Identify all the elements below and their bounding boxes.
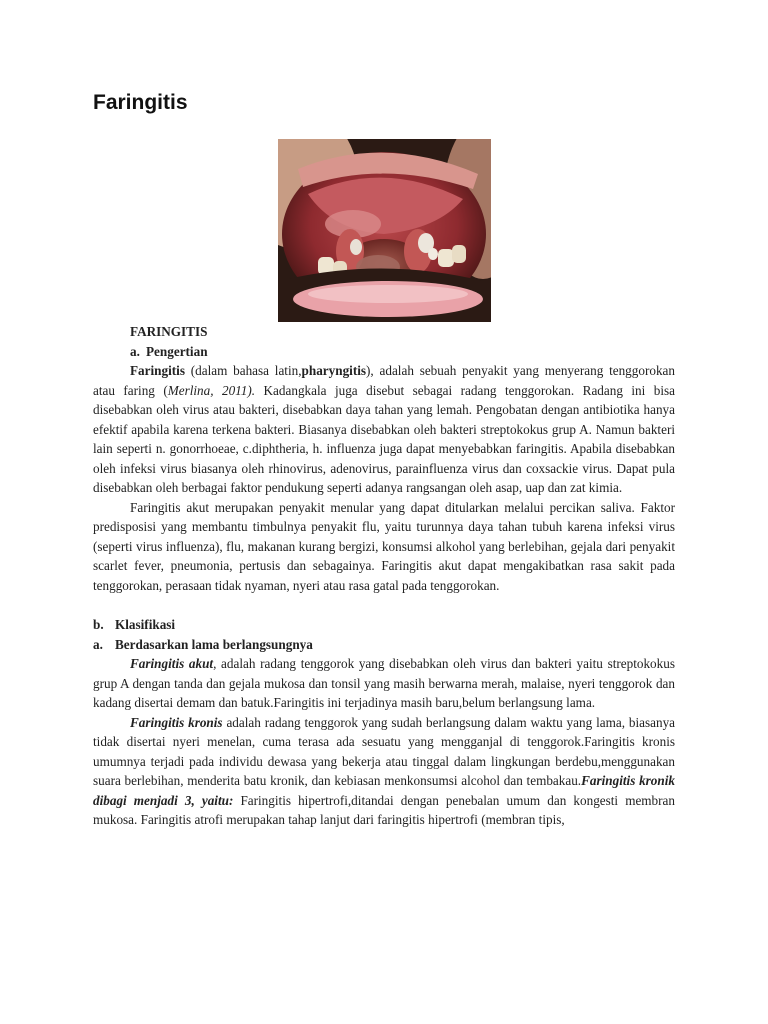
paragraph-faringitis-akut (93, 654, 675, 713)
section-heading: FARINGITIS (130, 324, 208, 339)
section-label: Pengertian (146, 343, 208, 359)
list-marker: a. (93, 636, 103, 652)
section-b-heading (93, 615, 675, 635)
text-run: adalah radang tenggorok yang sudah berlangsung dalam waktu yang lama, biasanya tidak disertai nyeri menelan, cuma terasa ada sesuatu yang mengganjal di tenggorok.Faringitis kronis umumnya terjadi pada individu dewasa yang bekerja atau tinggal dalam lingkungan berdebu,menggunakan suara berlebihan, menderita batu kronik, dan kebiasan menkonsumsi alcohol dan tembakau. (93, 714, 676, 788)
section-a-heading (93, 342, 675, 362)
section-label: Berdasarkan lama berlangsungnya (115, 636, 313, 652)
list-marker: a. (130, 343, 140, 359)
term-pharyngitis: pharyngitis (301, 363, 367, 378)
paragraph-acute: Faringitis akut merupakan penyakit menular yang dapat ditularkan melalui percikan saliva. Faktor predisposisi yang membantu timbulnya penyakit flu, yaitu turunnya daya tahan tubuh karena infeksi virus (seperti virus influenza), flu, makanan kurang bergizi, konsumsi alkohol yang berlebihan, gejala dari penyakit scarlet fever, pneumonia, pertusis dan sebagainya. Faringitis akut dapat mengakibatkan rasa sakit pada tenggorokan, perasaan tidak nyaman, nyeri atau rasa gatal pada tenggorokan. (93, 499, 675, 593)
document-body (93, 322, 675, 830)
term-faringitis: Faringitis (130, 363, 185, 378)
citation: Merlina, 2011). (167, 382, 256, 398)
list-marker: b. (93, 617, 104, 632)
throat-photo-illustration (278, 139, 491, 322)
text-run: Kadangkala juga disebut sebagai radang tenggorokan. Radang ini bisa disebabkan oleh virus atau bakteri, disebabkan daya tahan yang lemah. Pengobatan dengan antibiotika hanya efektif apabila karena terkena bakteri. Biasanya disebabkan oleh bakteri streptokokus grup A. Namun bakteri lain seperti n. gonorrhoeae, c.diphtheria, h. influenza juga dapat menyebabkan faringitis. Apabila disebabkan oleh infeksi virus biasanya oleh rhinovirus, adenovirus, parainfluenza virus dan coxsackie virus. Dapat pula disebabkan oleh berbagai faktor pendukung seperti adanya rangsangan oleh asap, uap dan zat kimia. (93, 382, 675, 495)
term-faringitis-akut: Faringitis akut (130, 656, 214, 671)
text-run: (dalam bahasa latin, (184, 363, 302, 378)
text-run: , adalah radang tenggorok yang disebabkan oleh virus dan bakteri yaitu streptokokus grup A dengan tanda dan gejala mukosa dan tonsil yang masih berwarna merah, malaise, nyeri tenggorok dan kadang disertai demam dan batuk.Faringitis ini terjadinya masih baru,belum berlangsung lama. (93, 656, 675, 710)
page-title: Faringitis (93, 91, 188, 114)
text-run: Faringitis hipertrofi,ditandai dengan penebalan umum dan kongesti membran mukosa. Faringitis atrofi merupakan tahap lanjut dari faringitis hipertrofi (membran tipis, (93, 792, 675, 827)
term-faringitis-kronis: Faringitis kronis (130, 714, 223, 730)
paragraph-definition (93, 361, 675, 498)
text-run: ), adalah sebuah penyakit yang menyerang tenggorokan atau faring ( (93, 363, 675, 398)
paragraph-faringitis-kronis (93, 713, 675, 830)
section-label: Klasifikasi (115, 617, 176, 632)
throat-photo-icon (278, 139, 491, 322)
emphasis-kronik-types: Faringitis kronik dibagi menjadi 3, yaitu: (93, 773, 675, 808)
subsection-a-heading (93, 635, 675, 655)
